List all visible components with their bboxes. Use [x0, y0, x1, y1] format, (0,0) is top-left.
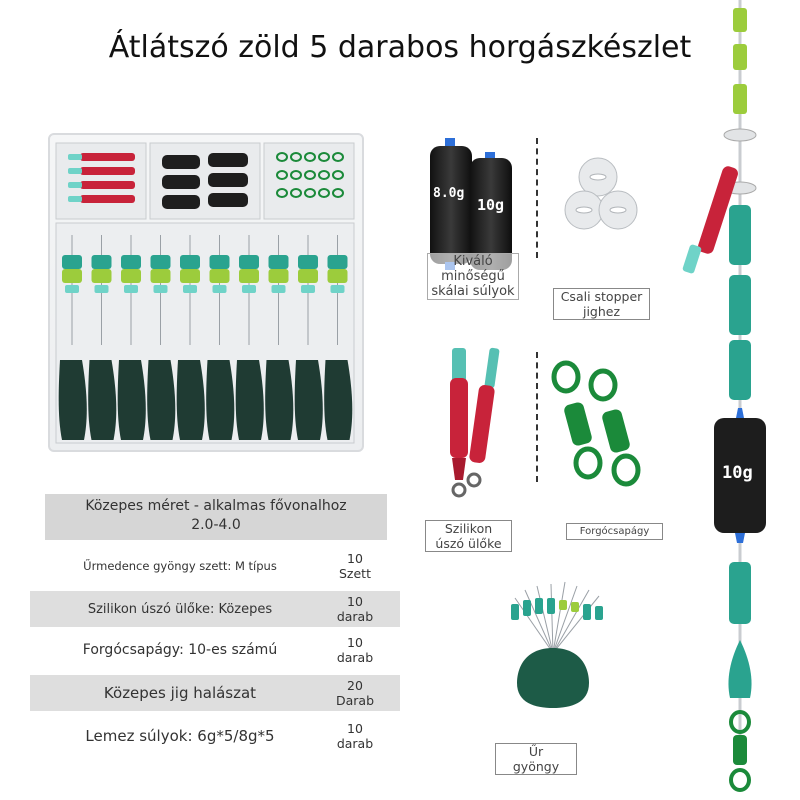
scale-weights-label-line1: Kiváló: [453, 254, 493, 269]
divider: [536, 138, 538, 258]
spec-row-qty-value: 20: [347, 678, 363, 693]
spec-row-qty: [330, 675, 380, 711]
spec-row-qty-value: 10: [347, 551, 363, 566]
bead-lime: [121, 269, 141, 283]
tackle-box-contents: [50, 135, 362, 450]
spec-row-qty: [330, 548, 380, 584]
spec-row-qty-unit: Darab: [335, 693, 375, 708]
space-sinker: [206, 360, 234, 440]
spec-row-qty-unit: Szett: [339, 566, 371, 581]
spec-row-name: Forgócsapágy: 10-es számú: [82, 642, 278, 658]
bait-stopper-label-line2: jighez: [582, 304, 621, 319]
divider: [536, 352, 538, 482]
swivel-label: Forgócsapágy: [566, 523, 663, 540]
spec-row: [30, 591, 400, 627]
space-bead-label-line1: Űr: [528, 744, 544, 759]
spec-row-qty: [330, 632, 380, 668]
silicone-seat-image: [430, 340, 510, 510]
bead-lime: [328, 269, 348, 283]
spec-row: [30, 548, 400, 584]
page-title: Átlátszó zöld 5 darabos horgászkészlet: [108, 30, 692, 65]
spec-row-qty: [330, 591, 380, 627]
spec-row-name: Közepes jig halászat: [103, 684, 257, 702]
space-sinker: [265, 360, 293, 440]
bead-lime: [62, 269, 82, 283]
rig-illustration: [680, 0, 800, 800]
bead-lime: [92, 269, 112, 283]
scale-weights-label: [427, 253, 519, 300]
bait-stopper-image: [560, 155, 650, 245]
bead-small: [65, 285, 79, 293]
spec-row-qty-unit: darab: [336, 609, 374, 624]
bead-lime: [210, 269, 230, 283]
bait-stopper-label: [553, 288, 650, 320]
scale-weights-label-line3: skálai súlyok: [431, 284, 515, 299]
spec-row: [30, 675, 400, 711]
bead-teal: [239, 255, 259, 269]
spec-header-line1: Közepes méret - alkalmas fővonalhoz: [85, 498, 347, 514]
spec-row-qty-unit: darab: [336, 650, 374, 665]
silicone-seat-label: [425, 520, 512, 552]
bead-teal: [269, 255, 289, 269]
tackle-box-image: [48, 133, 364, 452]
space-bead-label-line2: gyöngy: [512, 759, 560, 774]
spec-row-qty-value: 10: [347, 594, 363, 609]
spec-header: [45, 494, 387, 540]
space-sinker: [177, 360, 205, 440]
spec-row-name: Lemez súlyok: 6g*5/8g*5: [85, 727, 275, 745]
space-sinker: [88, 360, 116, 440]
space-sinker: [236, 360, 264, 440]
bead-teal: [210, 255, 230, 269]
weight-b-text: 10g: [477, 196, 505, 214]
silicone-seat-label-line2: úszó ülőke: [435, 536, 502, 551]
bead-teal: [180, 255, 200, 269]
spec-row-qty-unit: darab: [336, 736, 374, 751]
bead-small: [124, 285, 138, 293]
space-sinker: [147, 360, 175, 440]
bait-stopper-label-line1: Csali stopper: [560, 289, 643, 304]
scale-weights-label-line2: minőségű: [441, 269, 505, 284]
spec-row-name: Űrmedence gyöngy szett: M típus: [83, 559, 277, 573]
spec-row: [30, 718, 400, 754]
rig-weight-text: 10g: [722, 463, 753, 483]
space-sinker: [59, 360, 87, 440]
bead-teal: [92, 255, 112, 269]
silicone-seat-label-line1: Szilikon: [444, 521, 493, 536]
bead-small: [213, 285, 227, 293]
space-sinker: [118, 360, 146, 440]
bead-teal: [62, 255, 82, 269]
spec-row-qty-value: 10: [347, 721, 363, 736]
bead-lime: [151, 269, 171, 283]
bead-small: [154, 285, 168, 293]
bead-lime: [239, 269, 259, 283]
bead-small: [331, 285, 345, 293]
spec-row-name: Szilikon úszó ülőke: Közepes: [87, 601, 273, 617]
bead-teal: [151, 255, 171, 269]
space-bead-image: [495, 568, 615, 718]
swivel-image: [548, 355, 658, 495]
bead-teal: [298, 255, 318, 269]
space-sinker: [295, 360, 323, 440]
bead-small: [183, 285, 197, 293]
bead-small: [301, 285, 315, 293]
space-bead-label: [495, 743, 577, 775]
bead-teal: [121, 255, 141, 269]
bead-small: [242, 285, 256, 293]
space-sinker: [324, 360, 352, 440]
spec-header-line2: 2.0-4.0: [191, 517, 241, 533]
bead-lime: [180, 269, 200, 283]
spec-row-qty: [330, 718, 380, 754]
bead-small: [95, 285, 109, 293]
bead-lime: [298, 269, 318, 283]
bead-lime: [269, 269, 289, 283]
bead-small: [272, 285, 286, 293]
spec-row-qty-value: 10: [347, 635, 363, 650]
spec-row: [30, 632, 400, 668]
weight-a-text: 8.0g: [433, 186, 465, 201]
bead-teal: [328, 255, 348, 269]
